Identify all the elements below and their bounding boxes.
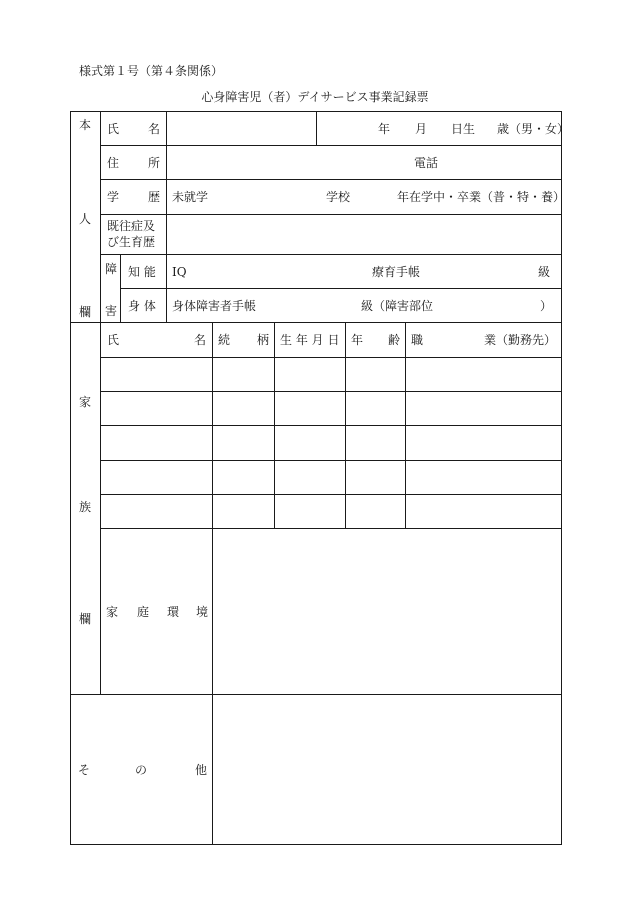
birth-month-label: 月 bbox=[415, 122, 428, 136]
family-name-cell[interactable] bbox=[101, 392, 212, 425]
ryoiku-handbook-label: 療育手帳 bbox=[372, 265, 421, 279]
family-relation-cell[interactable] bbox=[213, 495, 274, 528]
family-name-cell[interactable] bbox=[101, 358, 212, 391]
family-name-cell[interactable] bbox=[101, 461, 212, 494]
education-status: 年在学中・卒業（普・特・養） bbox=[397, 190, 566, 204]
family-col-birthdate: 生 年 月 日 bbox=[280, 333, 340, 347]
history-label-line-2: び生育歴 bbox=[107, 235, 156, 249]
table-left-border bbox=[70, 111, 71, 845]
family-relation-cell[interactable] bbox=[213, 426, 274, 460]
physical-label: 身 体 bbox=[128, 299, 156, 313]
address-label-1: 住 bbox=[107, 156, 120, 170]
intellect-field[interactable] bbox=[167, 255, 561, 288]
row-line-person-end bbox=[70, 322, 562, 323]
education-preschool: 未就学 bbox=[172, 190, 209, 204]
family-col-occupation-1: 職 bbox=[411, 333, 424, 347]
address-field[interactable] bbox=[167, 146, 561, 179]
family-section-label-2: 族 bbox=[79, 500, 92, 514]
education-label-1: 学 bbox=[107, 190, 120, 204]
environment-label-3: 環 bbox=[167, 605, 180, 619]
family-age-cell[interactable] bbox=[346, 461, 405, 494]
name-field[interactable] bbox=[167, 112, 316, 145]
person-section-label-2: 人 bbox=[79, 212, 92, 226]
family-name-cell[interactable] bbox=[101, 426, 212, 460]
physical-close-paren: ） bbox=[540, 299, 553, 313]
family-occupation-cell[interactable] bbox=[406, 426, 561, 460]
family-col-name-1: 氏 bbox=[107, 333, 120, 347]
family-birthdate-cell[interactable] bbox=[275, 392, 345, 425]
other-field[interactable] bbox=[213, 695, 561, 844]
family-age-cell[interactable] bbox=[346, 426, 405, 460]
disability-label-2: 害 bbox=[105, 304, 118, 318]
family-occupation-cell[interactable] bbox=[406, 358, 561, 391]
family-age-cell[interactable] bbox=[346, 392, 405, 425]
physical-grade-part-label: 級（障害部位 bbox=[361, 299, 434, 313]
family-col-name-2: 名 bbox=[194, 333, 207, 347]
family-col-relation-1: 続 bbox=[218, 333, 231, 347]
education-school: 学校 bbox=[326, 190, 351, 204]
family-birthdate-cell[interactable] bbox=[275, 461, 345, 494]
family-relation-cell[interactable] bbox=[213, 392, 274, 425]
family-occupation-cell[interactable] bbox=[406, 495, 561, 528]
name-label-2: 名 bbox=[148, 122, 161, 136]
other-label-2: の bbox=[135, 763, 148, 777]
ryoiku-grade-label: 級 bbox=[538, 265, 551, 279]
family-section-label-1: 家 bbox=[79, 395, 92, 409]
form-number: 様式第１号（第４条関係） bbox=[79, 64, 224, 78]
family-occupation-cell[interactable] bbox=[406, 461, 561, 494]
other-label-1: そ bbox=[78, 763, 91, 777]
table-bottom-border bbox=[70, 844, 562, 845]
environment-label-2: 庭 bbox=[137, 605, 150, 619]
name-label-1: 氏 bbox=[107, 122, 120, 136]
history-field[interactable] bbox=[167, 215, 561, 254]
disability-sub-divider bbox=[120, 254, 121, 323]
family-name-cell[interactable] bbox=[101, 495, 212, 528]
birth-day-label: 日生 bbox=[451, 122, 476, 136]
family-birthdate-cell[interactable] bbox=[275, 426, 345, 460]
disability-label-1: 障 bbox=[105, 262, 118, 276]
document-title: 心身障害児（者）デイサービス事業記録票 bbox=[201, 90, 429, 104]
family-occupation-cell[interactable] bbox=[406, 392, 561, 425]
family-col-occupation-2: 業（勤務先） bbox=[484, 333, 557, 347]
history-label-line-1: 既往症及 bbox=[107, 219, 156, 233]
family-col-relation-2: 柄 bbox=[257, 333, 270, 347]
age-sex-label: 歳（男・女） bbox=[497, 122, 570, 136]
family-col-age-2: 齢 bbox=[388, 333, 401, 347]
family-age-cell[interactable] bbox=[346, 358, 405, 391]
environment-label-4: 境 bbox=[196, 605, 209, 619]
family-col-age-1: 年 bbox=[351, 333, 364, 347]
family-relation-cell[interactable] bbox=[213, 461, 274, 494]
iq-label: IQ bbox=[172, 265, 187, 279]
family-relation-cell[interactable] bbox=[213, 358, 274, 391]
environment-label-1: 家 bbox=[106, 605, 119, 619]
birth-year-label: 年 bbox=[378, 122, 391, 136]
intellect-label: 知 能 bbox=[128, 265, 156, 279]
family-age-cell[interactable] bbox=[346, 495, 405, 528]
family-birthdate-cell[interactable] bbox=[275, 358, 345, 391]
person-section-label-1: 本 bbox=[79, 118, 92, 132]
phone-label: 電話 bbox=[414, 156, 439, 170]
physical-handbook-label: 身体障害者手帳 bbox=[172, 299, 257, 313]
family-section-label-3: 欄 bbox=[79, 612, 92, 626]
environment-field[interactable] bbox=[213, 529, 561, 694]
family-birthdate-cell[interactable] bbox=[275, 495, 345, 528]
education-label-2: 歴 bbox=[148, 190, 161, 204]
table-right-border bbox=[561, 111, 562, 845]
other-label-3: 他 bbox=[195, 763, 208, 777]
address-label-2: 所 bbox=[148, 156, 161, 170]
person-section-label-3: 欄 bbox=[79, 305, 92, 319]
